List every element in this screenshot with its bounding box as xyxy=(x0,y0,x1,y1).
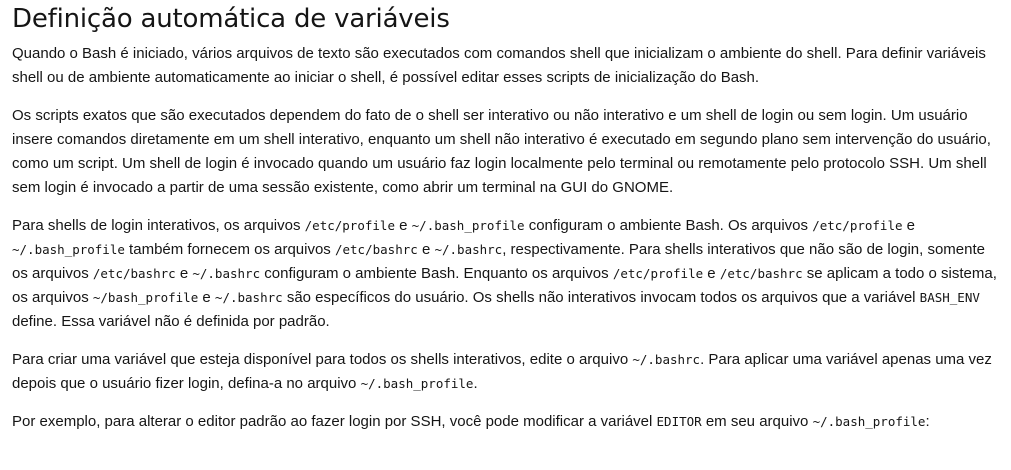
file-path: /etc/bashrc xyxy=(92,266,176,281)
file-path: /etc/bashrc xyxy=(334,242,418,257)
text: também fornecem os arquivos xyxy=(124,241,335,258)
text: se aplicam a todo o sistema, os arquivos xyxy=(12,265,997,306)
text: configuram o ambiente Bash. Os arquivos xyxy=(524,217,813,234)
text: e xyxy=(394,217,412,234)
text: configuram o ambiente Bash. Enquanto os arquivos xyxy=(260,265,613,282)
paragraph-shell-types: Os scripts exatos que são executados dependem do fato de o shell ser interativo ou não interativo e um shell de login ou sem login. Um usuário insere comandos diretamente em um shell interativo, enquanto um shell não interativo é executado em segundo plano sem intervenção do usuário, como um script. Um shell de login é invocado quando um usuário faz login localmente pelo terminal ou remotamente pelo protocolo SSH. Um shell sem login é invocado a partir de uma sessão existente, como abrir um terminal na GUI do GNOME. xyxy=(12,107,991,196)
file-path: ~/.bashrc xyxy=(434,242,503,257)
file-path: /etc/profile xyxy=(612,266,704,281)
file-path: /etc/bashrc xyxy=(719,266,803,281)
text: define. Essa variável não é definida por padrão. xyxy=(12,313,330,330)
text: , respectivamente. Para shells interativos que não são de login, somente os arquivos xyxy=(12,241,985,282)
paragraph-startup-files xyxy=(12,214,999,334)
text: e xyxy=(703,265,720,282)
file-path: ~/.bash_profile xyxy=(411,218,525,233)
text: e xyxy=(198,289,215,306)
file-path: ~/.bashrc xyxy=(632,352,701,367)
text: e xyxy=(417,241,435,258)
page-title: Definição automática de variáveis xyxy=(12,4,450,34)
file-path: ~/.bash_profile xyxy=(812,414,926,429)
text: em seu arquivo xyxy=(701,413,813,430)
paragraph-intro: Quando o Bash é iniciado, vários arquivos de texto são executados com comandos shell que inicializam o ambiente do shell. Para definir variáveis shell ou de ambiente automaticamente ao iniciar o shell, é possível editar esses scripts de inicialização do Bash. xyxy=(12,45,986,86)
text: : xyxy=(925,413,930,430)
text: Para shells de login interativos, os arquivos xyxy=(12,217,305,234)
file-path: /etc/profile xyxy=(304,218,395,233)
file-path: /etc/profile xyxy=(812,218,903,233)
file-path: ~/.bash_profile xyxy=(12,242,125,257)
file-path: ~/.bashrc xyxy=(214,290,283,305)
paragraph-example xyxy=(12,410,999,434)
file-path: ~/bash_profile xyxy=(92,290,199,305)
paragraph-create-variable xyxy=(12,348,999,396)
file-path: ~/.bashrc xyxy=(192,266,261,281)
text: e xyxy=(175,265,193,282)
text: Para criar uma variável que esteja disponível para todos os shells interativos, edite o arquivo xyxy=(12,351,633,368)
text: . Para aplicar uma variável apenas uma vez depois que o usuário fizer login, defina-a no arquivo xyxy=(12,351,992,392)
text: são específicos do usuário. Os shells não interativos invocam todos os arquivos que a variável xyxy=(282,289,920,306)
text: Por exemplo, para alterar o editor padrão ao fazer login por SSH, você pode modificar a variável xyxy=(12,413,657,430)
env-variable: EDITOR xyxy=(656,414,702,429)
text: e xyxy=(902,217,916,234)
file-path: ~/.bash_profile xyxy=(360,376,474,391)
text: . xyxy=(473,375,478,392)
env-variable: BASH_ENV xyxy=(919,290,980,305)
